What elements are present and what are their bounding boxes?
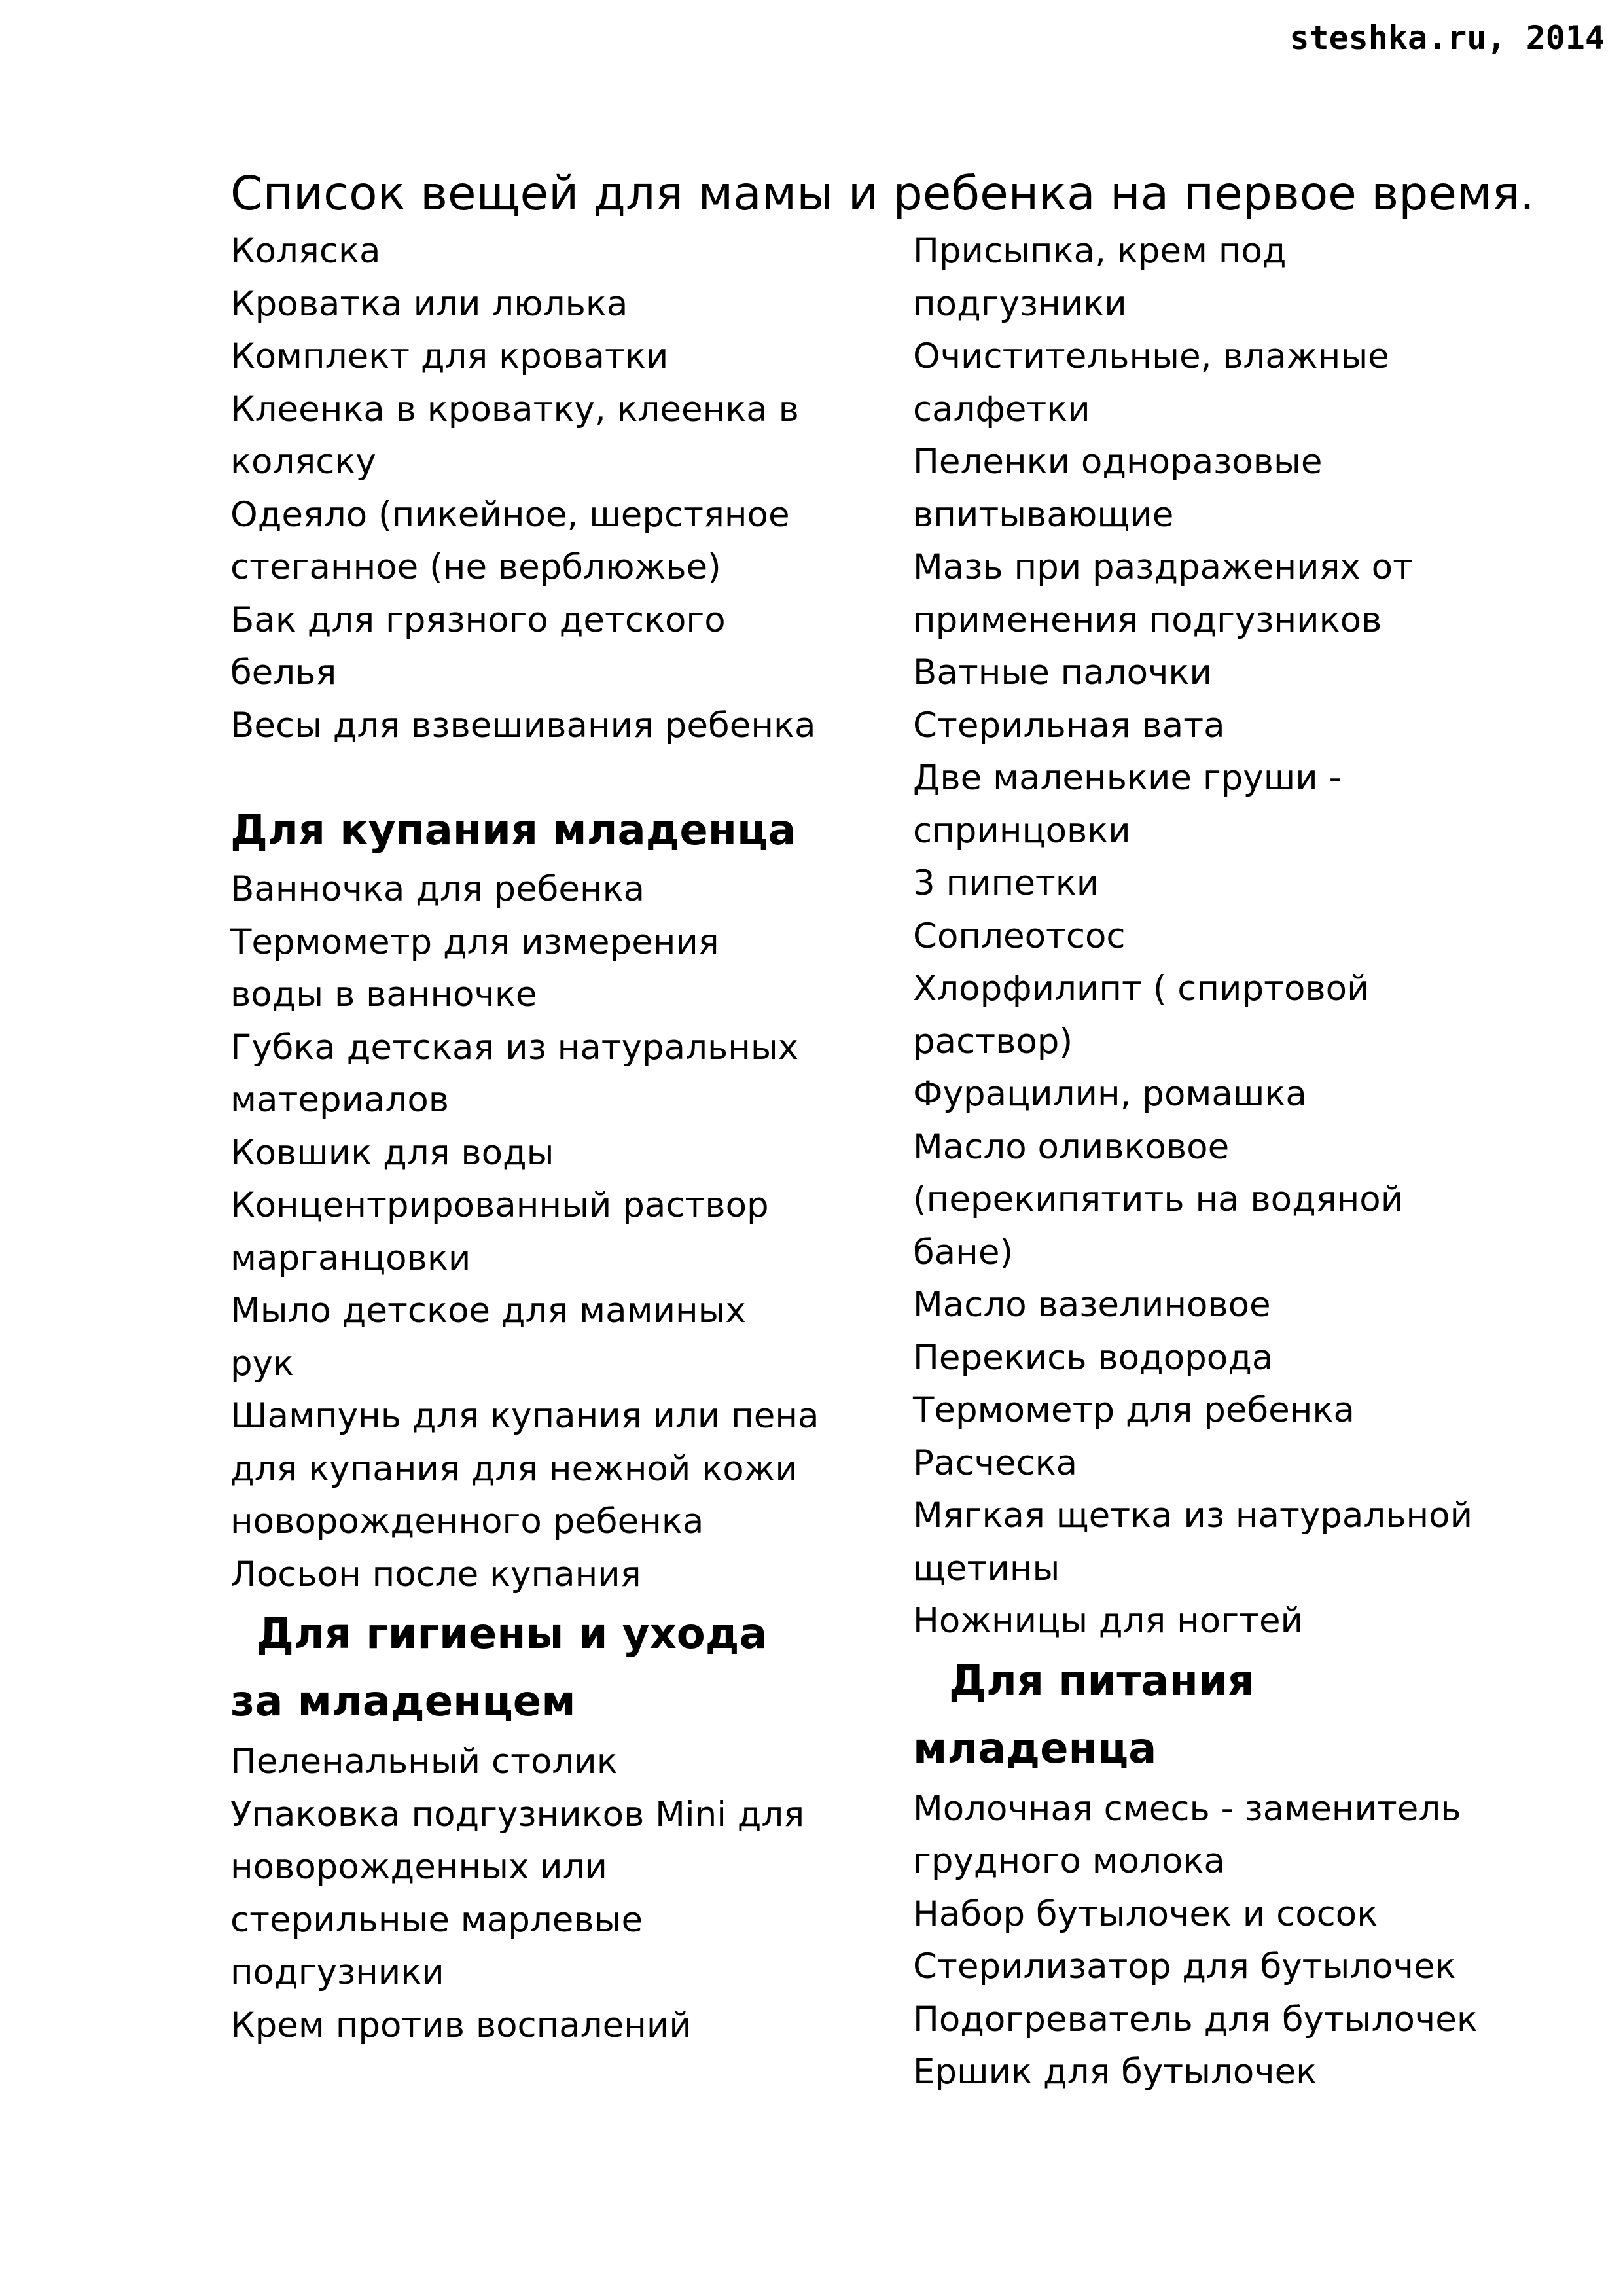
list-item: применения подгузников xyxy=(913,600,1382,640)
bathing-heading: Для купания младенца xyxy=(230,806,796,855)
list-item: Очистительные, влажные xyxy=(913,336,1389,376)
list-item: Термометр для измерения xyxy=(230,922,719,962)
list-item: Клеенка в кроватку, клеенка в xyxy=(230,389,799,429)
list-item: Шампунь для купания или пена xyxy=(230,1396,819,1436)
feeding-heading-line1: Для питания xyxy=(949,1657,1255,1706)
list-item: Ванночка для ребенка xyxy=(230,869,645,909)
list-item: раствор) xyxy=(913,1021,1073,1062)
list-item: Две маленькие груши - xyxy=(913,758,1342,798)
list-item: (перекипятить на водяной xyxy=(913,1179,1404,1219)
feeding-heading-line2: младенца xyxy=(913,1724,1157,1773)
general-list xyxy=(230,225,885,752)
list-item: белья xyxy=(230,653,337,692)
list-item: Одеяло (пикейное, шерстяное xyxy=(230,494,790,535)
list-item: Расческа xyxy=(913,1443,1078,1483)
list-item: подгузники xyxy=(913,283,1127,324)
list-item: Подогреватель для бутылочек xyxy=(913,1999,1478,2039)
list-item: салфетки xyxy=(913,389,1090,429)
hygiene-heading-line2: за младенцем xyxy=(230,1677,576,1726)
list-item: Лосьон после купания xyxy=(230,1554,641,1594)
list-item: грудного молока xyxy=(913,1841,1225,1881)
list-item: подгузники xyxy=(230,1952,444,1992)
list-item: впитывающие xyxy=(913,494,1174,535)
list-item: Молочная смесь - заменитель xyxy=(913,1788,1461,1829)
list-item: стеганное (не верблюжье) xyxy=(230,547,721,587)
list-item: бане) xyxy=(913,1232,1014,1272)
list-item: Упаковка подгузников Mini для xyxy=(230,1794,805,1835)
list-item: Мазь при раздражениях от xyxy=(913,547,1413,587)
list-item: Соплеотсос xyxy=(913,916,1126,956)
list-item: Набор бутылочек и сосок xyxy=(913,1893,1378,1934)
list-item: Присыпка, крем под xyxy=(913,231,1287,271)
list-item: Ватные палочки xyxy=(913,653,1212,692)
list-item: коляску xyxy=(230,442,376,482)
right-column xyxy=(913,225,1607,2099)
list-item: Фурацилин, ромашка xyxy=(913,1074,1307,1114)
list-item: воды в ванночке xyxy=(230,975,537,1014)
list-item: Ковшик для воды xyxy=(230,1132,554,1173)
hygiene-heading-line1: Для гигиены и ухода xyxy=(257,1610,768,1659)
list-item: Пеленальный столик xyxy=(230,1742,618,1782)
list-item: Масло вазелиновое xyxy=(913,1285,1271,1325)
bathing-list xyxy=(230,863,885,1601)
list-item: Кроватка или люлька xyxy=(230,283,628,324)
list-item: для купания для нежной кожи xyxy=(230,1448,798,1489)
list-item: Перекись водорода xyxy=(913,1337,1274,1378)
feeding-list xyxy=(913,1783,1607,2099)
list-item: Стерилизатор для бутылочек xyxy=(913,1946,1456,1986)
list-item: спринцовки xyxy=(913,810,1131,851)
list-item: Масло оливковое xyxy=(913,1126,1230,1167)
list-item: новорожденного ребенка xyxy=(230,1501,704,1541)
source-header: steshka.ru, 2014 xyxy=(1289,19,1605,57)
list-item: Пеленки одноразовые xyxy=(913,442,1323,482)
list-item: Термометр для ребенка xyxy=(913,1390,1355,1430)
list-item: Губка детская из натуральных xyxy=(230,1027,799,1067)
list-item: Мыло детское для маминых xyxy=(230,1291,746,1331)
list-item: марганцовки xyxy=(230,1238,471,1278)
list-item: Стерильная вата xyxy=(913,705,1225,745)
list-item: щетины xyxy=(913,1548,1060,1588)
hygiene-list xyxy=(230,1736,885,2052)
list-item: Мягкая щетка из натуральной xyxy=(913,1496,1473,1535)
list-item: материалов xyxy=(230,1080,450,1120)
list-item: Весы для взвешивания ребенка xyxy=(230,705,816,745)
list-item: стерильные марлевые xyxy=(230,1899,643,1940)
list-item: Крем против воспалений xyxy=(230,2005,692,2045)
list-item: Бак для грязного детского xyxy=(230,600,726,640)
hygiene-continued-list xyxy=(913,225,1607,1648)
list-item: Ершик для бутылочек xyxy=(913,2052,1317,2092)
left-column xyxy=(230,225,885,2052)
list-item: Коляска xyxy=(230,231,381,271)
list-item: Комплект для кроватки xyxy=(230,336,669,376)
page-title: Список вещей для мамы и ребенка на первое время. xyxy=(230,166,1535,221)
list-item: Концентрированный раствор xyxy=(230,1185,769,1225)
list-item: рук xyxy=(230,1343,294,1384)
list-item: Ножницы для ногтей xyxy=(913,1601,1303,1641)
list-item: Хлорфилипт ( спиртовой xyxy=(913,969,1370,1009)
list-item: новорожденных или xyxy=(230,1847,607,1887)
list-item: 3 пипетки xyxy=(913,863,1099,903)
